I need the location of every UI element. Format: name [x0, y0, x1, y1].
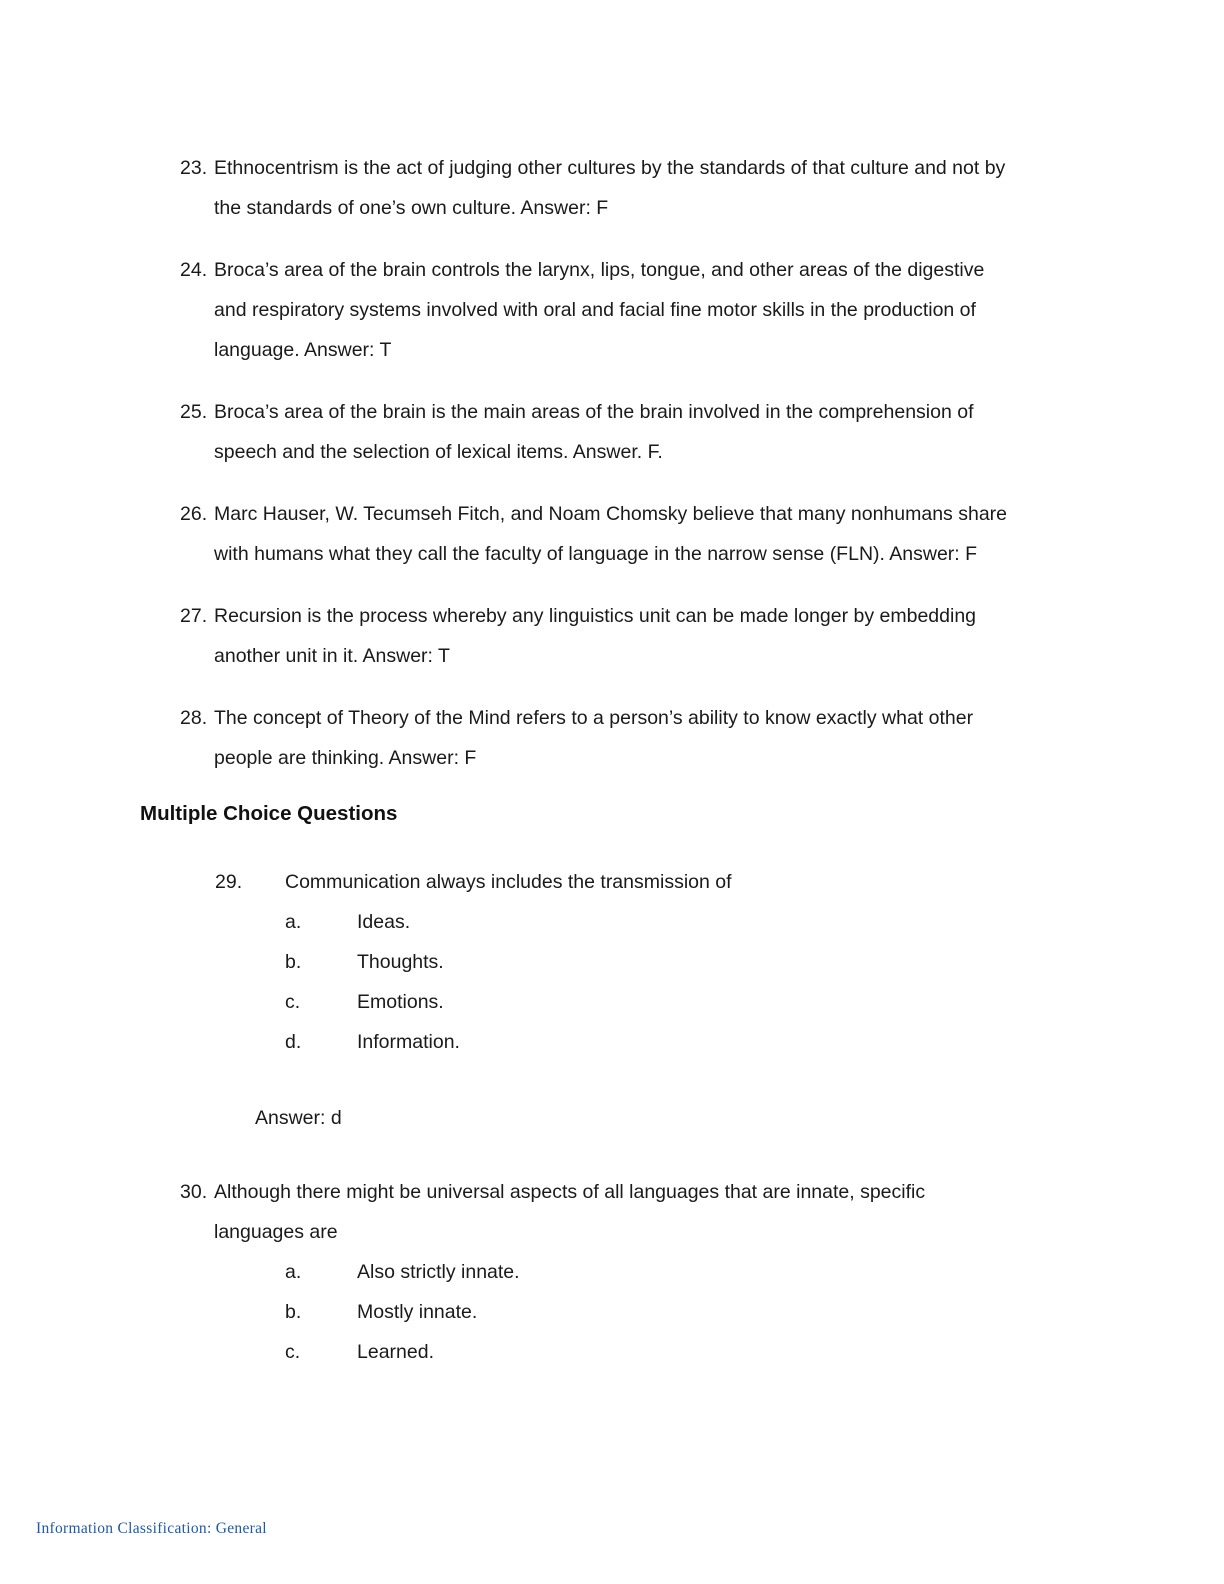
option-c	[285, 1332, 1000, 1372]
question-30	[180, 1172, 1020, 1252]
question-27	[180, 596, 1020, 676]
question-number: 28.	[180, 707, 208, 729]
option-b	[285, 942, 1035, 982]
option-text: Information.	[357, 1031, 460, 1053]
question-number: 24.	[180, 259, 208, 281]
question-23	[180, 148, 1020, 228]
question-stem	[215, 862, 1035, 902]
question-text: Recursion is the process whereby any linguistics unit can be made longer by embedding another unit in it. Answer: T	[214, 605, 977, 667]
option-letter: c.	[285, 991, 301, 1013]
question-number: 23.	[180, 157, 208, 179]
question-number: 26.	[180, 503, 208, 525]
option-letter: a.	[285, 1261, 302, 1283]
multiple-choice-section	[0, 862, 1224, 1372]
question-number: 29.	[215, 871, 243, 893]
question-number: 25.	[180, 401, 208, 423]
question-text: Ethnocentrism is the act of judging other cultures by the standards of that culture and not by the standards of one’s own culture. Answer: F	[214, 157, 1006, 219]
question-text: Marc Hauser, W. Tecumseh Fitch, and Noam Chomsky believe that many nonhumans share with humans what they call the faculty of language in the narrow sense (FLN). Answer: F	[214, 503, 1007, 565]
question-25	[180, 392, 1020, 472]
option-b	[285, 1292, 1000, 1332]
question-text: Broca’s area of the brain controls the larynx, lips, tongue, and other areas of the digestive and respiratory systems involved with oral and facial fine motor skills in the production of language. Answer: T	[214, 259, 985, 361]
question-24	[180, 250, 1020, 370]
option-a	[285, 902, 1035, 942]
true-false-section	[0, 148, 1224, 778]
option-a	[285, 1252, 1000, 1292]
question-text: Communication always includes the transmission of	[285, 871, 732, 893]
question-29	[215, 862, 1035, 1138]
multiple-choice-heading: Multiple Choice Questions	[140, 802, 398, 825]
option-text: Thoughts.	[357, 951, 444, 973]
option-text: Learned.	[357, 1341, 434, 1363]
options-list	[285, 902, 1035, 1062]
option-letter: c.	[285, 1341, 301, 1363]
option-letter: b.	[285, 951, 302, 973]
question-text: Broca’s area of the brain is the main areas of the brain involved in the comprehension of speech and the selection of lexical items. Answer. F.	[214, 401, 974, 463]
question-26	[180, 494, 1020, 574]
answer-line: Answer: d	[255, 1107, 342, 1129]
option-text: Mostly innate.	[357, 1301, 478, 1323]
option-d	[285, 1022, 1035, 1062]
option-text: Ideas.	[357, 911, 411, 933]
question-text: The concept of Theory of the Mind refers to a person’s ability to know exactly what other people are thinking. Answer: F	[214, 707, 974, 769]
option-text: Also strictly innate.	[357, 1261, 520, 1283]
question-number: 27.	[180, 605, 208, 627]
option-letter: d.	[285, 1031, 302, 1053]
question-text: Although there might be universal aspects of all languages that are innate, specific languages are	[214, 1181, 926, 1243]
option-c	[285, 982, 1035, 1022]
option-text: Emotions.	[357, 991, 444, 1013]
options-list	[285, 1252, 1000, 1372]
option-letter: b.	[285, 1301, 302, 1323]
option-letter: a.	[285, 911, 302, 933]
question-28	[180, 698, 1020, 778]
question-30-options-wrap	[180, 1252, 1000, 1372]
classification-footer: Information Classification: General	[36, 1520, 267, 1537]
question-number: 30.	[180, 1181, 208, 1203]
